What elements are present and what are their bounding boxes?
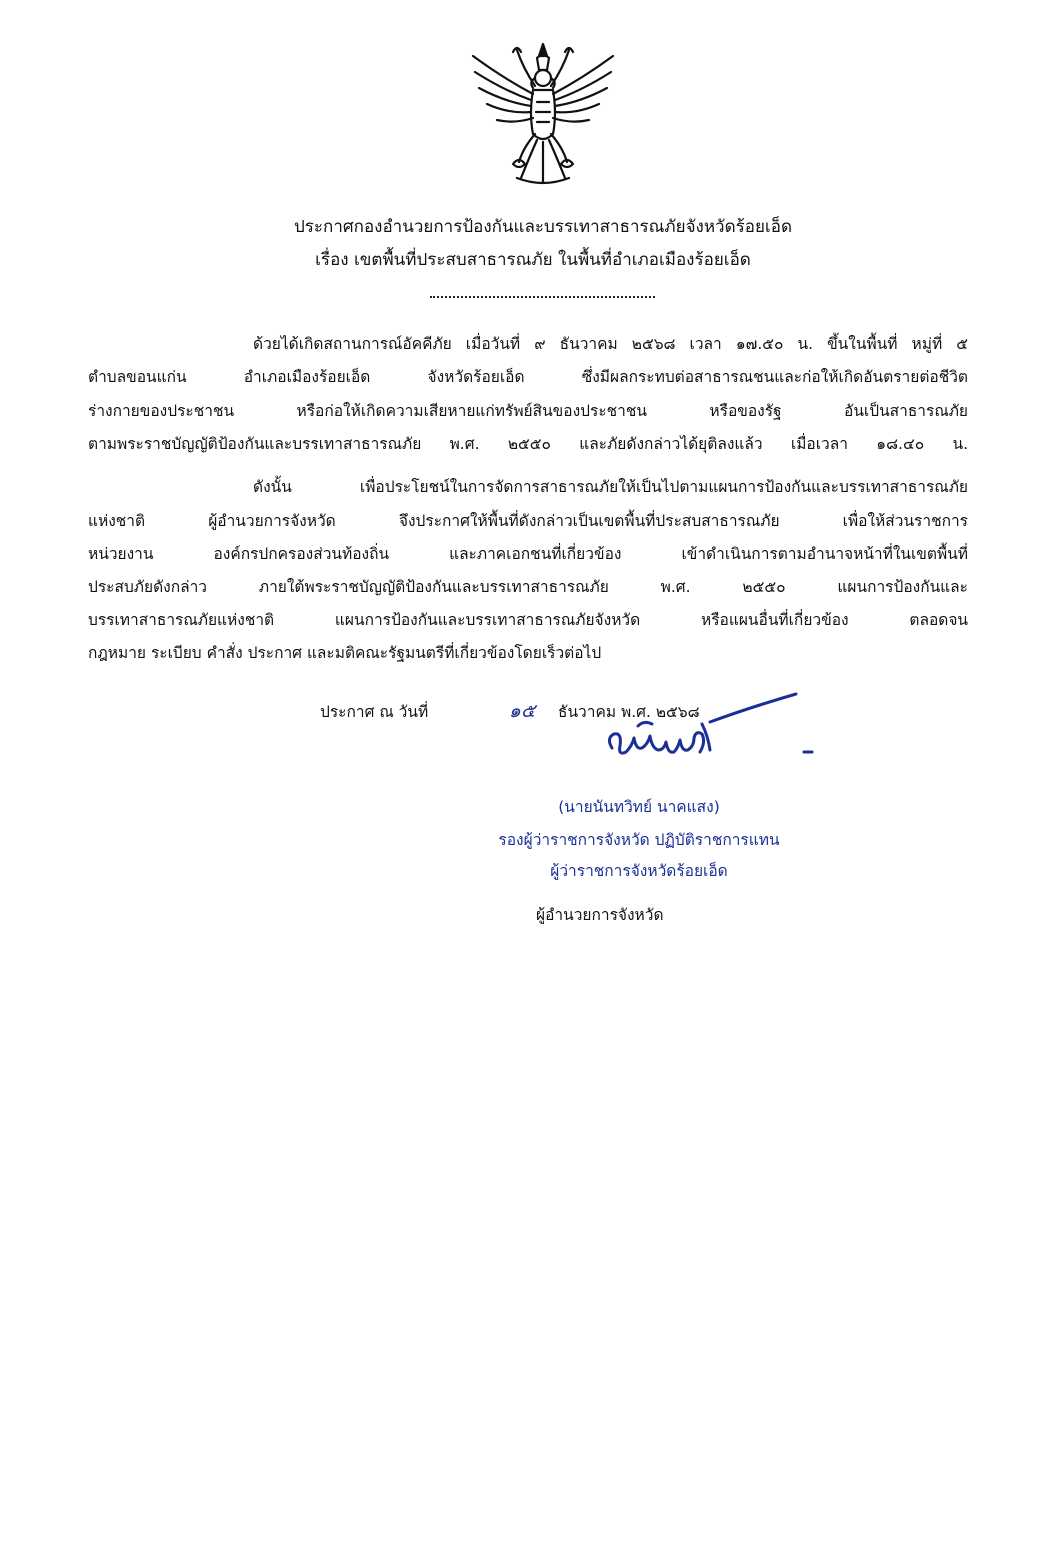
handwritten-signature (598, 690, 818, 780)
date-label: ประกาศ ณ วันที่ (320, 703, 429, 721)
signatory-title-line1: รองผู้ว่าราชการจังหวัด ปฏิบัติราชการแทน (498, 831, 780, 849)
signatory-name: (นายนันทวิทย์ นาคแสง) (558, 798, 720, 816)
announcement-subject: เรื่อง เขตพื้นที่ประสบสาธารณภัย ในพื้นที่อำเภอเมืองร้อยเอ็ด (315, 250, 751, 270)
paragraph1-line: ร่างกายของประชาชน หรือก่อให้เกิดความเสียหายแก่ทรัพย์สินของประชาชน หรือของรัฐ อันเป็นสาธารณภัย (88, 402, 968, 420)
paragraph2-line: แห่งชาติ ผู้อำนวยการจังหวัด จึงประกาศให้พื้นที่ดังกล่าวเป็นเขตพื้นที่ประสบสาธารณภัย เพื่อให้ส่วนราชการ (88, 512, 968, 530)
signatory-title-line2: ผู้ว่าราชการจังหวัดร้อยเอ็ด (550, 862, 728, 880)
date-month-year: ธันวาคม พ.ศ. ๒๕๖๘ (558, 703, 700, 721)
announcement-title: ประกาศกองอำนวยการป้องกันและบรรเทาสาธารณภัยจังหวัดร้อยเอ็ด (293, 217, 792, 237)
paragraph2-line: กฎหมาย ระเบียบ คำสั่ง ประกาศ และมติคณะรัฐมนตรีที่เกี่ยวข้องโดยเร็วต่อไป (88, 644, 602, 662)
paragraph1-line: ตามพระราชบัญญัติป้องกันและบรรเทาสาธารณภัย พ.ศ. ๒๕๕๐ และภัยดังกล่าวได้ยุติลงแล้ว เมื่อเวลา ๑๘.๔๐ น. (88, 435, 968, 453)
signatory-role: ผู้อำนวยการจังหวัด (536, 906, 664, 924)
paragraph2-line: บรรเทาสาธารณภัยแห่งชาติ แผนการป้องกันและบรรเทาสาธารณภัยจังหวัด หรือแผนอื่นที่เกี่ยวข้อง ตลอดจน (88, 611, 968, 629)
paragraph2-line: ดังนั้น เพื่อประโยชน์ในการจัดการสาธารณภัยให้เป็นไปตามแผนการป้องกันและบรรเทาสาธารณภัย (253, 478, 968, 496)
paragraph2-line: หน่วยงาน องค์กรปกครองส่วนท้องถิ่น และภาคเอกชนที่เกี่ยวข้อง เข้าดำเนินการตามอำนาจหน้าที่ในเขตพื้นที่ (88, 545, 968, 563)
paragraph2-line: ประสบภัยดังกล่าว ภายใต้พระราชบัญญัติป้องกันและบรรเทาสาธารณภัย พ.ศ. ๒๕๕๐ แผนการป้องกันและ (88, 578, 968, 596)
dotted-divider (430, 296, 655, 298)
garuda-emblem (463, 38, 623, 188)
paragraph1-line: ด้วยได้เกิดสถานการณ์อัคคีภัย เมื่อวันที่ ๙ ธันวาคม ๒๕๖๘ เวลา ๑๗.๕๐ น. ขึ้นในพื้นที่ หมู่ที่ ๕ (253, 335, 968, 353)
date-day-handwritten: ๑๕ (508, 700, 536, 722)
paragraph1-line: ตำบลขอนแก่น อำเภอเมืองร้อยเอ็ด จังหวัดร้อยเอ็ด ซึ่งมีผลกระทบต่อสาธารณชนและก่อให้เกิดอันตรายต่อชีวิต (88, 368, 968, 386)
